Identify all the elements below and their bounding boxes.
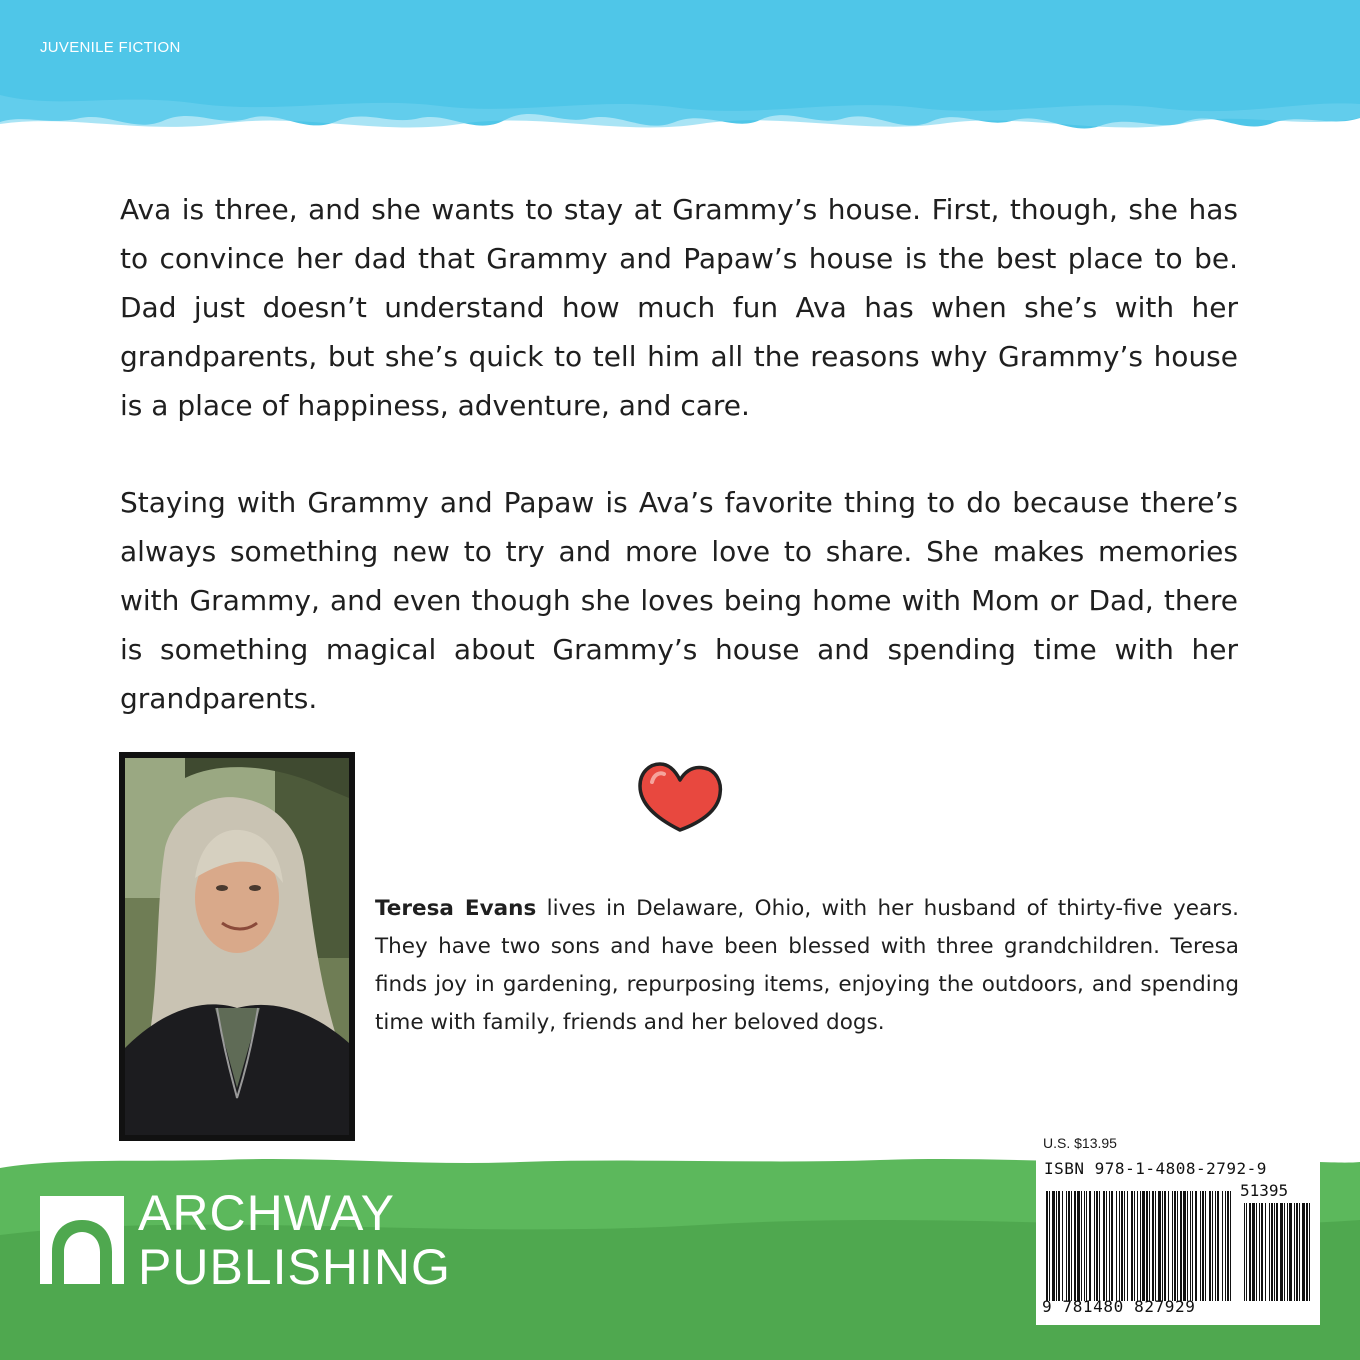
barcode-bar bbox=[1124, 1191, 1125, 1301]
barcode-bar bbox=[1046, 1191, 1048, 1301]
barcode-bar bbox=[1116, 1191, 1117, 1301]
barcode-bar bbox=[1106, 1191, 1107, 1301]
blurb-paragraph-2: Staying with Grammy and Papaw is Ava’s favorite thing to do because there’s always something new to try and more love to share. She makes memories with Grammy, and even though she loves being home with Mom or Dad, there is something magical about Grammy’s house and spending time with her grandparents. bbox=[120, 486, 1238, 715]
barcode-addon-bar bbox=[1296, 1203, 1298, 1301]
barcode-bar bbox=[1205, 1191, 1206, 1301]
author-bio-text: lives in Delaware, Ohio, with her husband of thirty-five years. They have two sons and have been blessed with three grandchildren. Teresa finds joy in gardening, repurposing items, enjoying the outdoors, and spending time with family, friends and her beloved dogs. bbox=[375, 896, 1239, 1035]
barcode-bar bbox=[1230, 1191, 1231, 1301]
isbn-label: ISBN 978-1-4808-2792-9 bbox=[1044, 1159, 1267, 1178]
barcode-addon-number: 51395 bbox=[1240, 1181, 1289, 1200]
heart-icon bbox=[636, 760, 724, 836]
barcode-bar bbox=[1183, 1191, 1186, 1301]
barcode-addon-bar bbox=[1249, 1203, 1251, 1301]
barcode-bar bbox=[1103, 1191, 1105, 1301]
barcode-addon-bar bbox=[1299, 1203, 1300, 1301]
barcode-addon-bar bbox=[1274, 1203, 1275, 1301]
barcode-bar bbox=[1190, 1191, 1191, 1301]
barcode-bar bbox=[1099, 1191, 1100, 1301]
author-bio bbox=[375, 890, 1239, 1042]
barcode-addon-bar bbox=[1294, 1203, 1295, 1301]
barcode-bar bbox=[1077, 1191, 1080, 1301]
barcode-bars bbox=[1040, 1181, 1316, 1303]
author-photo bbox=[119, 752, 355, 1141]
barcode-bar bbox=[1209, 1191, 1211, 1301]
barcode-bar bbox=[1222, 1191, 1223, 1301]
barcode-number: 9 781480 827929 bbox=[1042, 1297, 1196, 1316]
author-name: Teresa Evans bbox=[375, 896, 537, 921]
barcode-addon-bar bbox=[1259, 1203, 1260, 1301]
barcode-bar bbox=[1172, 1191, 1173, 1301]
sky-header-band bbox=[0, 0, 1360, 150]
barcode-addon-bar bbox=[1306, 1203, 1308, 1301]
barcode-bar bbox=[1158, 1191, 1161, 1301]
barcode-bar bbox=[1062, 1191, 1063, 1301]
barcode-bar bbox=[1180, 1191, 1182, 1301]
barcode-bar bbox=[1217, 1191, 1219, 1301]
barcode-panel bbox=[1036, 1157, 1320, 1325]
barcode-bar bbox=[1066, 1191, 1067, 1301]
barcode-bar bbox=[1177, 1191, 1178, 1301]
barcode-bar bbox=[1168, 1191, 1169, 1301]
barcode-bar bbox=[1195, 1191, 1197, 1301]
barcode-bar bbox=[1052, 1191, 1055, 1301]
barcode-addon-bar bbox=[1271, 1203, 1273, 1301]
barcode-bar bbox=[1058, 1191, 1060, 1301]
barcode-bar bbox=[1094, 1191, 1095, 1301]
barcode-bar bbox=[1137, 1191, 1138, 1301]
barcode-bar bbox=[1127, 1191, 1128, 1301]
barcode-addon-bar bbox=[1269, 1203, 1270, 1301]
barcode-bar bbox=[1081, 1191, 1082, 1301]
barcode-bar bbox=[1149, 1191, 1150, 1301]
price-label: U.S. $13.95 bbox=[1043, 1135, 1117, 1151]
barcode-bar bbox=[1068, 1191, 1070, 1301]
archway-logo-icon bbox=[40, 1196, 124, 1284]
barcode-bar bbox=[1086, 1191, 1087, 1301]
barcode-bar bbox=[1162, 1191, 1163, 1301]
barcode-bar bbox=[1202, 1191, 1204, 1301]
barcode-bar bbox=[1225, 1191, 1226, 1301]
barcode-bar bbox=[1187, 1191, 1188, 1301]
barcode-bar bbox=[1192, 1191, 1193, 1301]
barcode-bar bbox=[1131, 1191, 1133, 1301]
barcode-addon-bar bbox=[1265, 1203, 1266, 1301]
barcode-bar bbox=[1152, 1191, 1154, 1301]
barcode-addon-bar bbox=[1302, 1203, 1305, 1301]
barcode-addon-bar bbox=[1276, 1203, 1278, 1301]
blurb-paragraph-1: Ava is three, and she wants to stay at Grammy’s house. First, though, she has to convince her dad that Grammy and Papaw’s house is the best place to be. Dad just doesn’t understand how much fun Ava has when she’s with her grandparents, but she’s quick to tell him all the reasons why Grammy’s house is a place of happiness, adventure, and care. bbox=[120, 193, 1238, 422]
barcode-bar bbox=[1071, 1191, 1072, 1301]
barcode-addon-bar bbox=[1284, 1203, 1285, 1301]
barcode-bar bbox=[1164, 1191, 1166, 1301]
barcode-bar bbox=[1212, 1191, 1213, 1301]
barcode-addon-bar bbox=[1261, 1203, 1263, 1301]
barcode-addon-bar bbox=[1309, 1203, 1310, 1301]
genre-label: JUVENILE FICTION bbox=[40, 39, 181, 56]
publisher-name-line2: PUBLISHING bbox=[138, 1239, 451, 1295]
barcode-bar bbox=[1109, 1191, 1110, 1301]
barcode-bar bbox=[1084, 1191, 1085, 1301]
barcode-bar bbox=[1096, 1191, 1098, 1301]
barcode-bar bbox=[1049, 1191, 1050, 1301]
barcode-addon-bar bbox=[1244, 1203, 1245, 1301]
barcode-bar bbox=[1215, 1191, 1216, 1301]
barcode-bar bbox=[1146, 1191, 1148, 1301]
barcode-bar bbox=[1134, 1191, 1135, 1301]
barcode-bar bbox=[1074, 1191, 1076, 1301]
barcode-bar bbox=[1155, 1191, 1156, 1301]
author-portrait-icon bbox=[125, 758, 349, 1135]
barcode-bar bbox=[1227, 1191, 1229, 1301]
barcode-addon-bar bbox=[1280, 1203, 1283, 1301]
barcode-addon-bar bbox=[1256, 1203, 1257, 1301]
barcode-bar bbox=[1140, 1191, 1141, 1301]
barcode-bar bbox=[1174, 1191, 1176, 1301]
barcode-bar bbox=[1089, 1191, 1091, 1301]
barcode-bar bbox=[1200, 1191, 1201, 1301]
barcode-addon-bar bbox=[1246, 1203, 1247, 1301]
barcode-bar bbox=[1111, 1191, 1113, 1301]
barcode-bar bbox=[1142, 1191, 1145, 1301]
barcode-addon-bar bbox=[1289, 1203, 1292, 1301]
barcode-bar bbox=[1119, 1191, 1120, 1301]
barcode-bar bbox=[1056, 1191, 1057, 1301]
publisher-name-line1: ARCHWAY bbox=[138, 1185, 395, 1241]
barcode-addon-bar bbox=[1252, 1203, 1255, 1301]
barcode-addon-bar bbox=[1287, 1203, 1288, 1301]
barcode-bar bbox=[1121, 1191, 1123, 1301]
